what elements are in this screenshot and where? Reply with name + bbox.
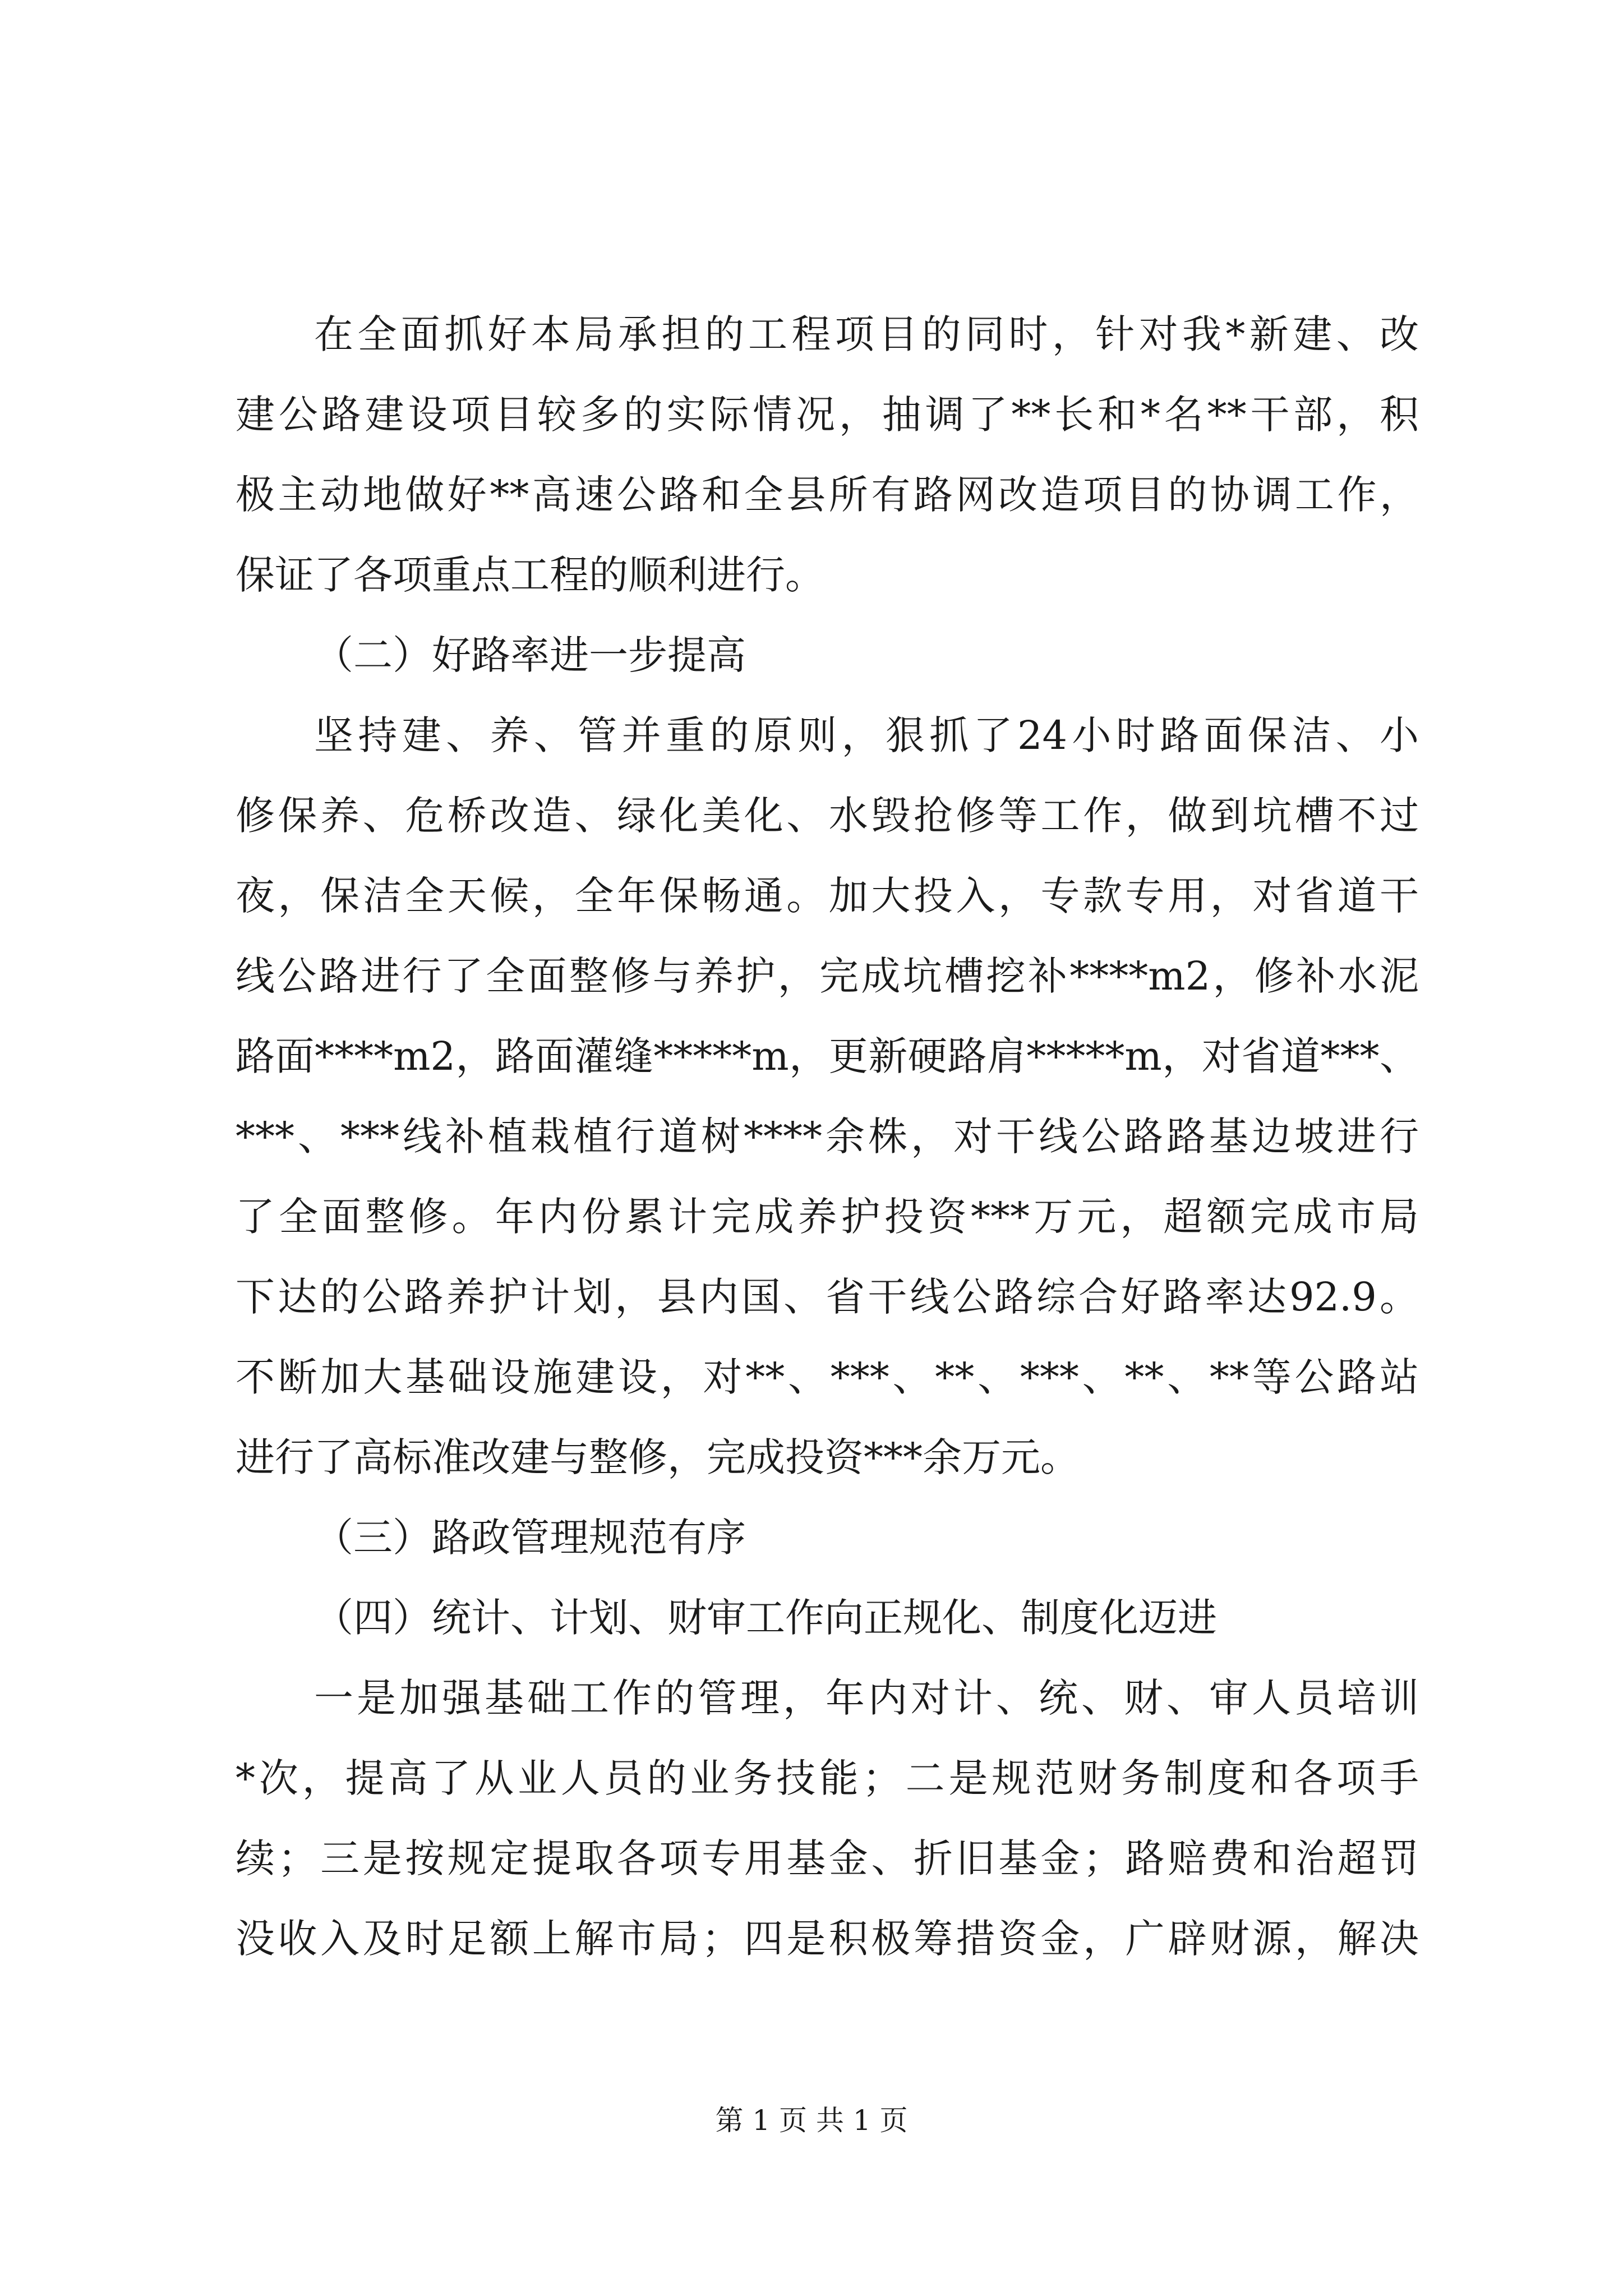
text-line: 了全面整修。年内份累计完成养护投资***万元，超额完成市局 (236, 1194, 1419, 1240)
text-line: 进行了高标准改建与整修，完成投资***余万元。 (236, 1434, 1080, 1480)
text-line: 极主动地做好**高速公路和全县所有路网改造项目的协调工作， (236, 472, 1419, 518)
text-line: ***、***线补植栽植行道树****余株，对干线公路路基边坡进行 (236, 1114, 1419, 1159)
text-line: 不断加大基础设施建设，对**、***、**、***、**、**等公路站 (236, 1354, 1419, 1400)
text-line: 夜，保洁全天候，全年保畅通。加大投入，专款专用，对省道干 (236, 873, 1419, 919)
text-line: 线公路进行了全面整修与养护，完成坑槽挖补****m2，修补水泥 (236, 953, 1419, 999)
text-line: 在全面抓好本局承担的工程项目的同时，针对我*新建、改 (314, 311, 1419, 357)
text-line: 续；三是按规定提取各项专用基金、折旧基金；路赔费和治超罚 (236, 1835, 1419, 1881)
page-footer: 第 1 页 共 1 页 (715, 2104, 908, 2137)
text-line: 一是加强基础工作的管理，年内对计、统、财、审人员培训 (314, 1675, 1419, 1721)
text-line: 修保养、危桥改造、绿化美化、水毁抢修等工作，做到坑槽不过 (236, 793, 1419, 839)
section-heading: （二）好路率进一步提高 (314, 632, 746, 678)
text-line: 下达的公路养护计划，县内国、省干线公路综合好路率达92.9。 (236, 1274, 1419, 1320)
text-line: 路面****m2，路面灌缝*****m，更新硬路肩*****m，对省道***、 (236, 1033, 1419, 1079)
text-line: 坚持建、养、管并重的原则，狠抓了24小时路面保洁、小 (314, 712, 1419, 758)
text-line: *次，提高了从业人员的业务技能；二是规范财务制度和各项手 (236, 1755, 1419, 1801)
text-line: 建公路建设项目较多的实际情况，抽调了**长和*名**干部，积 (236, 392, 1419, 438)
document-body (236, 295, 1419, 1979)
section-heading: （三）路政管理规范有序 (314, 1515, 746, 1561)
text-line: 没收入及时足额上解市局；四是积极筹措资金，广辟财源，解决 (236, 1916, 1419, 1962)
section-heading: （四）统计、计划、财审工作向正规化、制度化迈进 (314, 1595, 1217, 1641)
text-line: 保证了各项重点工程的顺利进行。 (236, 552, 824, 598)
